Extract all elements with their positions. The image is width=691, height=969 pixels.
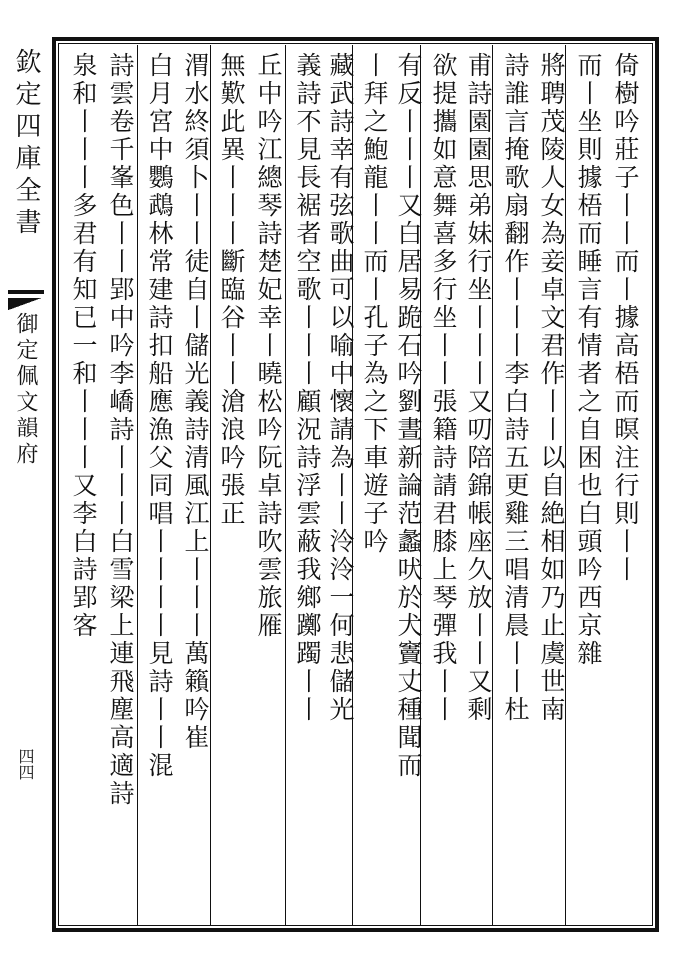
page-number: 四四 [16, 748, 35, 780]
text-column: 藏武詩幸有弦歌曲可以喻中懷請為丨丨泠泠一何悲儲光 [326, 52, 355, 724]
text-column: 白月宮中鸚鵡林常建詩扣船應漁父同唱丨丨丨丨見詩丨丨混 [145, 52, 174, 780]
text-column: 將聘茂陵人女為妾卓文君作丨丨以自絶相如乃止虞世南 [537, 52, 566, 724]
text-column: 無歎此異丨丨丨斷臨谷丨丨滄浪吟張正 [217, 52, 246, 528]
text-column: 丨拜之鮑龍丨丨而丨孔子為之下車遊子吟 [360, 52, 389, 556]
text-column: 泉和丨丨丨多君有知已一和丨丨丨又李白詩郢客 [69, 52, 98, 640]
text-column: 欲提攜如意舞喜多行坐丨丨張籍詩請君膝上琴彈我丨丨 [429, 52, 458, 724]
text-column: 義詩不見長裾者空歌丨丨丨顧況詩浮雲蔽我鄉躑躅丨丨 [293, 52, 322, 724]
fish-tail-ornament [8, 290, 44, 312]
text-column: 丘中吟江總琴詩楚妃幸丨曉松吟阮卓詩吹雲旅雁 [254, 52, 283, 640]
text-column: 詩雲卷千峯色丨丨郢中吟李嶠詩丨丨丨白雪梁上連飛塵高適詩 [106, 52, 135, 808]
text-column: 詩誰言掩歌扇翻作丨丨丨李白詩五更雞三唱清晨丨丨杜 [501, 52, 530, 724]
text-column: 而丨坐則據梧而睡言有情者之自困也白頭吟西京雜 [574, 52, 603, 668]
text-column: 有反丨丨丨又白居易跪石吟劉晝新論范蠡吠於犬竇丈種聞而 [394, 52, 423, 780]
book-title: 欽定四庫全書 [11, 48, 41, 240]
text-column: 甫詩園園思弟妹行坐丨丨丨又叨陪錦帳座久放丨丨又剩 [464, 52, 493, 724]
text-column: 倚樹吟莊子丨丨而丨據高梧而暝注行則丨丨 [611, 52, 640, 584]
volume-title: 御定佩文韻府 [13, 312, 38, 468]
text-column: 渭水終須卜丨丨徒自丨儲光義詩清風江上丨丨丨萬籟吟崔 [181, 52, 210, 752]
